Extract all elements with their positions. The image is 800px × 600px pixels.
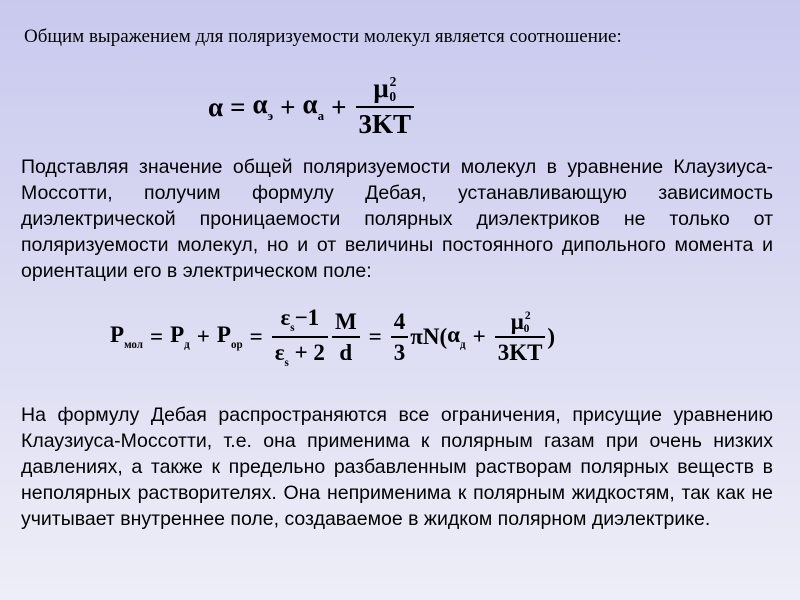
alpha-d-term: $\alpha_д$	[447, 322, 466, 352]
polarizability-formula	[208, 72, 416, 142]
mu-subscript: 0	[389, 89, 397, 105]
alpha-e-term: $\alpha_э$	[252, 89, 274, 124]
plus-sign-2: +	[472, 324, 486, 349]
fraction-bar	[356, 106, 415, 108]
subscript-e: э	[267, 108, 274, 124]
paragraph-debye-intro: Подставляя значение общей поляризуемости молекул в уравнение Клаузиуса-Моссотти, получим формулу Дебая, устанавливающую зависимость диэлектрической проницаемости полярных диэлектриков не только от поляризуемости молекул, но и от величины постоянного дипольного момента и ориентации его в электрическом поле:	[21, 156, 773, 282]
equals-sign-3: =	[368, 324, 382, 349]
fraction-numerator: $\mu^20$	[373, 73, 397, 105]
mu-superscript: 2	[389, 73, 397, 89]
alpha-a-term: $\alpha_а$	[302, 89, 325, 124]
epsilon-fraction: $\frac{\varepsilon_s-1}{\varepsilon_s + 2}$	[272, 305, 328, 369]
equals-sign: =	[150, 324, 164, 349]
dipole-fraction-2: $\frac{\mu^20}{3KT}$	[495, 309, 546, 366]
equals-sign: =	[230, 91, 246, 122]
debye-formula	[110, 302, 555, 372]
m-over-d-fraction: $\frac{M}{d}$	[332, 309, 360, 366]
plus-sign-2: +	[331, 91, 347, 122]
paragraph-limitations: На формулу Дебая распространяются все ограничения, присущие уравнению Клаузиуса-Моссотти, т.е. она применима к полярным газам при очень низких давлениях, а также к предельно разбавленным растворам полярных веществ в неполярных растворителях. Она неприменима к полярным жидкостям, так как не учитывает внутреннее поле, создаваемое в жидком полярном диэлектрике.	[21, 404, 773, 530]
plus-sign: +	[280, 91, 296, 122]
p-mol-term: $P_{мол}$	[110, 322, 143, 352]
dipole-fraction	[356, 74, 415, 139]
p-or-term: $P_{ор}$	[216, 322, 243, 352]
fraction-denominator: 3KT	[358, 109, 412, 139]
close-paren: )	[547, 324, 556, 349]
four-thirds-fraction: $\frac{4}{3}$	[391, 309, 409, 366]
equals-sign-2: =	[249, 324, 263, 349]
subscript-a: а	[317, 108, 325, 124]
plus-sign: +	[196, 324, 210, 349]
p-d-term: $P_д$	[170, 322, 190, 352]
intro-text: Общим выражением для поляризуемости молекул является соотношение:	[24, 26, 622, 47]
pi-n-open: πN(	[410, 324, 448, 349]
alpha-symbol: α	[208, 91, 224, 122]
